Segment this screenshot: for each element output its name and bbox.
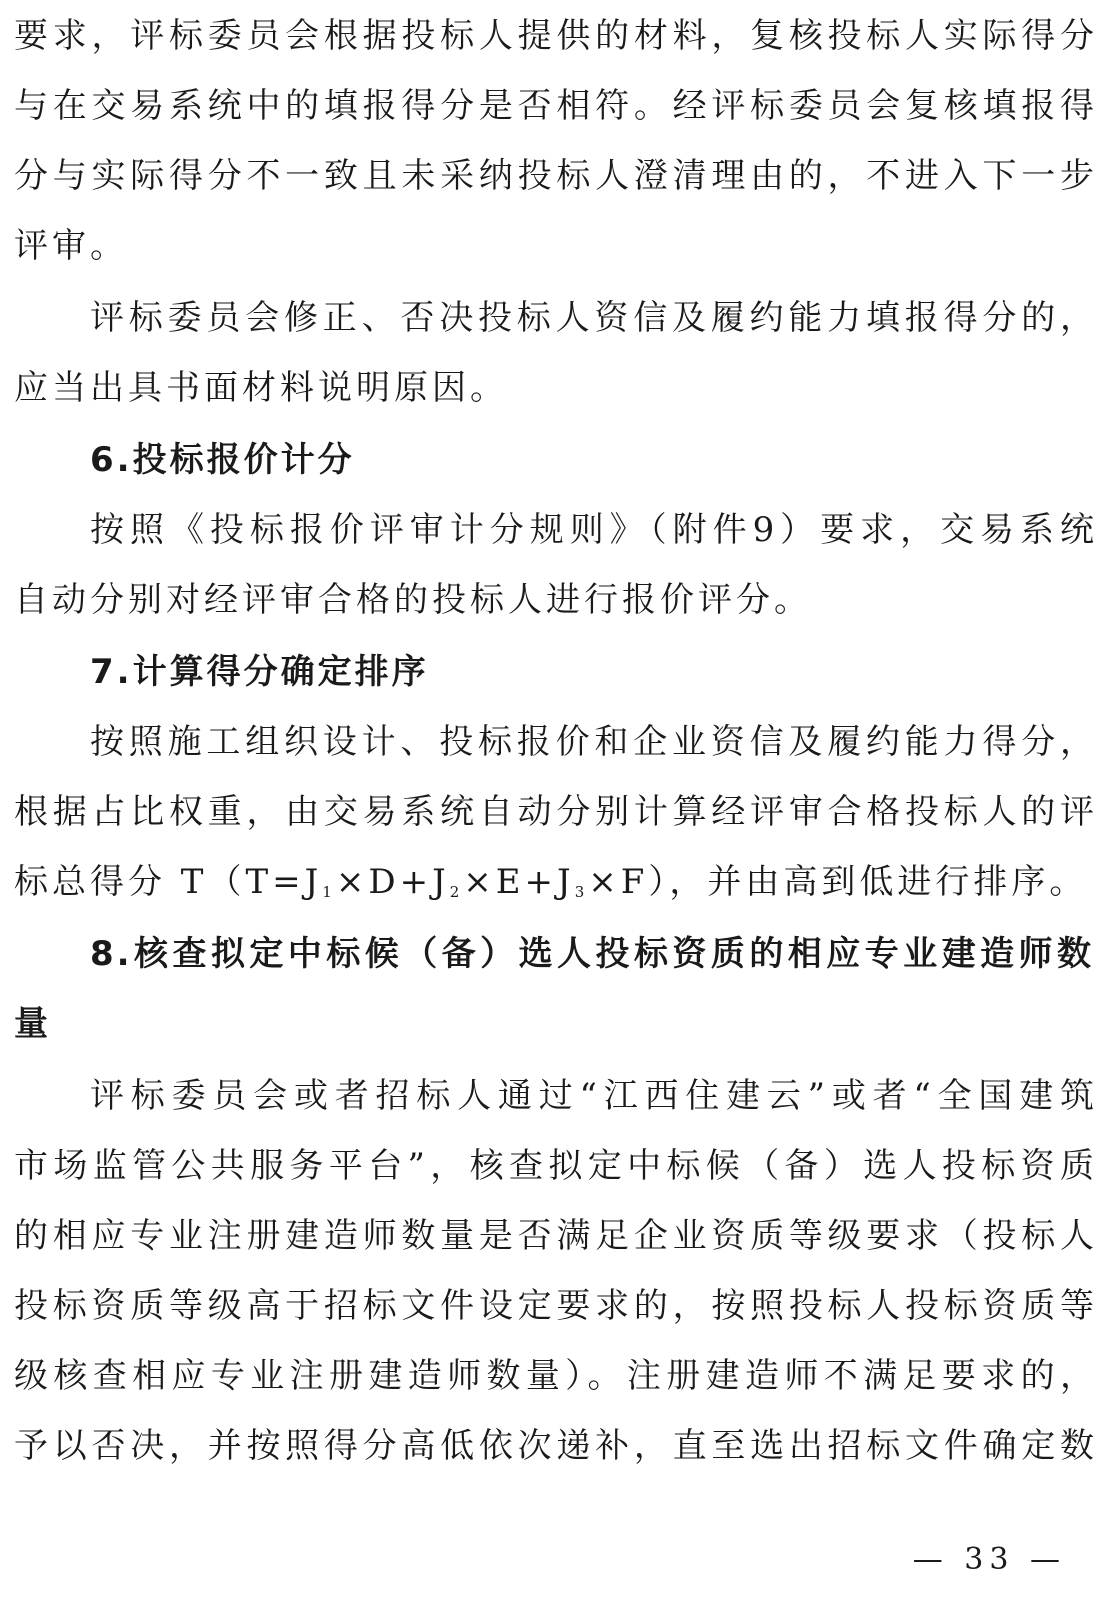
formula-subscript-1: 1 [322,883,336,901]
formula-subscript-2: 2 [449,883,464,901]
formula-subscript-3: 3 [574,883,589,901]
section-heading-8-line-1: 8.核查拟定中标候（备）选人投标资质的相应专业建造师数 [90,934,1094,974]
page-number: — 33 — [912,1542,1066,1577]
section-heading-7: 7.计算得分确定排序 [90,652,429,692]
paragraph-review-line-3: 分与实际得分不一致且未采纳投标人澄清理由的，不进入下一步 [14,156,1094,196]
paragraph-verification-line-3: 的相应专业注册建造师数量是否满足企业资质等级要求（投标人 [14,1216,1094,1256]
section-heading-6: 6.投标报价计分 [90,440,355,480]
formula-suffix: ×F），并由高到低进行排序。 [588,862,1088,902]
paragraph-review-line-2: 与在交易系统中的填报得分是否相符。经评标委员会复核填报得 [14,86,1094,126]
paragraph-ranking-formula-line [14,854,1087,910]
paragraph-bid-price-line-2: 自动分别对经评审合格的投标人进行报价评分。 [14,580,812,620]
paragraph-review-line-1: 要求，评标委员会根据投标人提供的材料，复核投标人实际得分 [14,16,1094,56]
paragraph-correction-line-1: 评标委员会修正、否决投标人资信及履约能力填报得分的， [90,298,1094,338]
paragraph-correction-line-2: 应当出具书面材料说明原因。 [14,368,508,408]
section-heading-8-line-2: 量 [14,1004,51,1044]
paragraph-ranking-line-1: 按照施工组织设计、投标报价和企业资信及履约能力得分， [90,722,1094,762]
paragraph-verification-line-4: 投标资质等级高于招标文件设定要求的，按照投标人投标资质等 [14,1286,1094,1326]
formula-term-3: ×E+J [463,862,575,902]
paragraph-verification-line-2: 市场监管公共服务平台”，核查拟定中标候（备）选人投标资质 [14,1146,1094,1186]
paragraph-verification-line-1: 评标委员会或者招标人通过“江西住建云”或者“全国建筑 [90,1076,1094,1116]
formula-prefix: 标总得分 T（T=J [14,862,323,902]
paragraph-verification-line-6: 予以否决，并按照得分高低依次递补，直至选出招标文件确定数 [14,1426,1094,1466]
formula-term-2: ×D+J [335,862,450,902]
paragraph-ranking-line-2: 根据占比权重，由交易系统自动分别计算经评审合格投标人的评 [14,792,1094,832]
paragraph-review-line-4: 评审。 [14,226,128,266]
paragraph-verification-line-5: 级核查相应专业注册建造师数量）。注册建造师不满足要求的， [14,1356,1094,1396]
paragraph-bid-price-line-1: 按照《投标报价评审计分规则》（附件9）要求，交易系统 [90,510,1094,550]
